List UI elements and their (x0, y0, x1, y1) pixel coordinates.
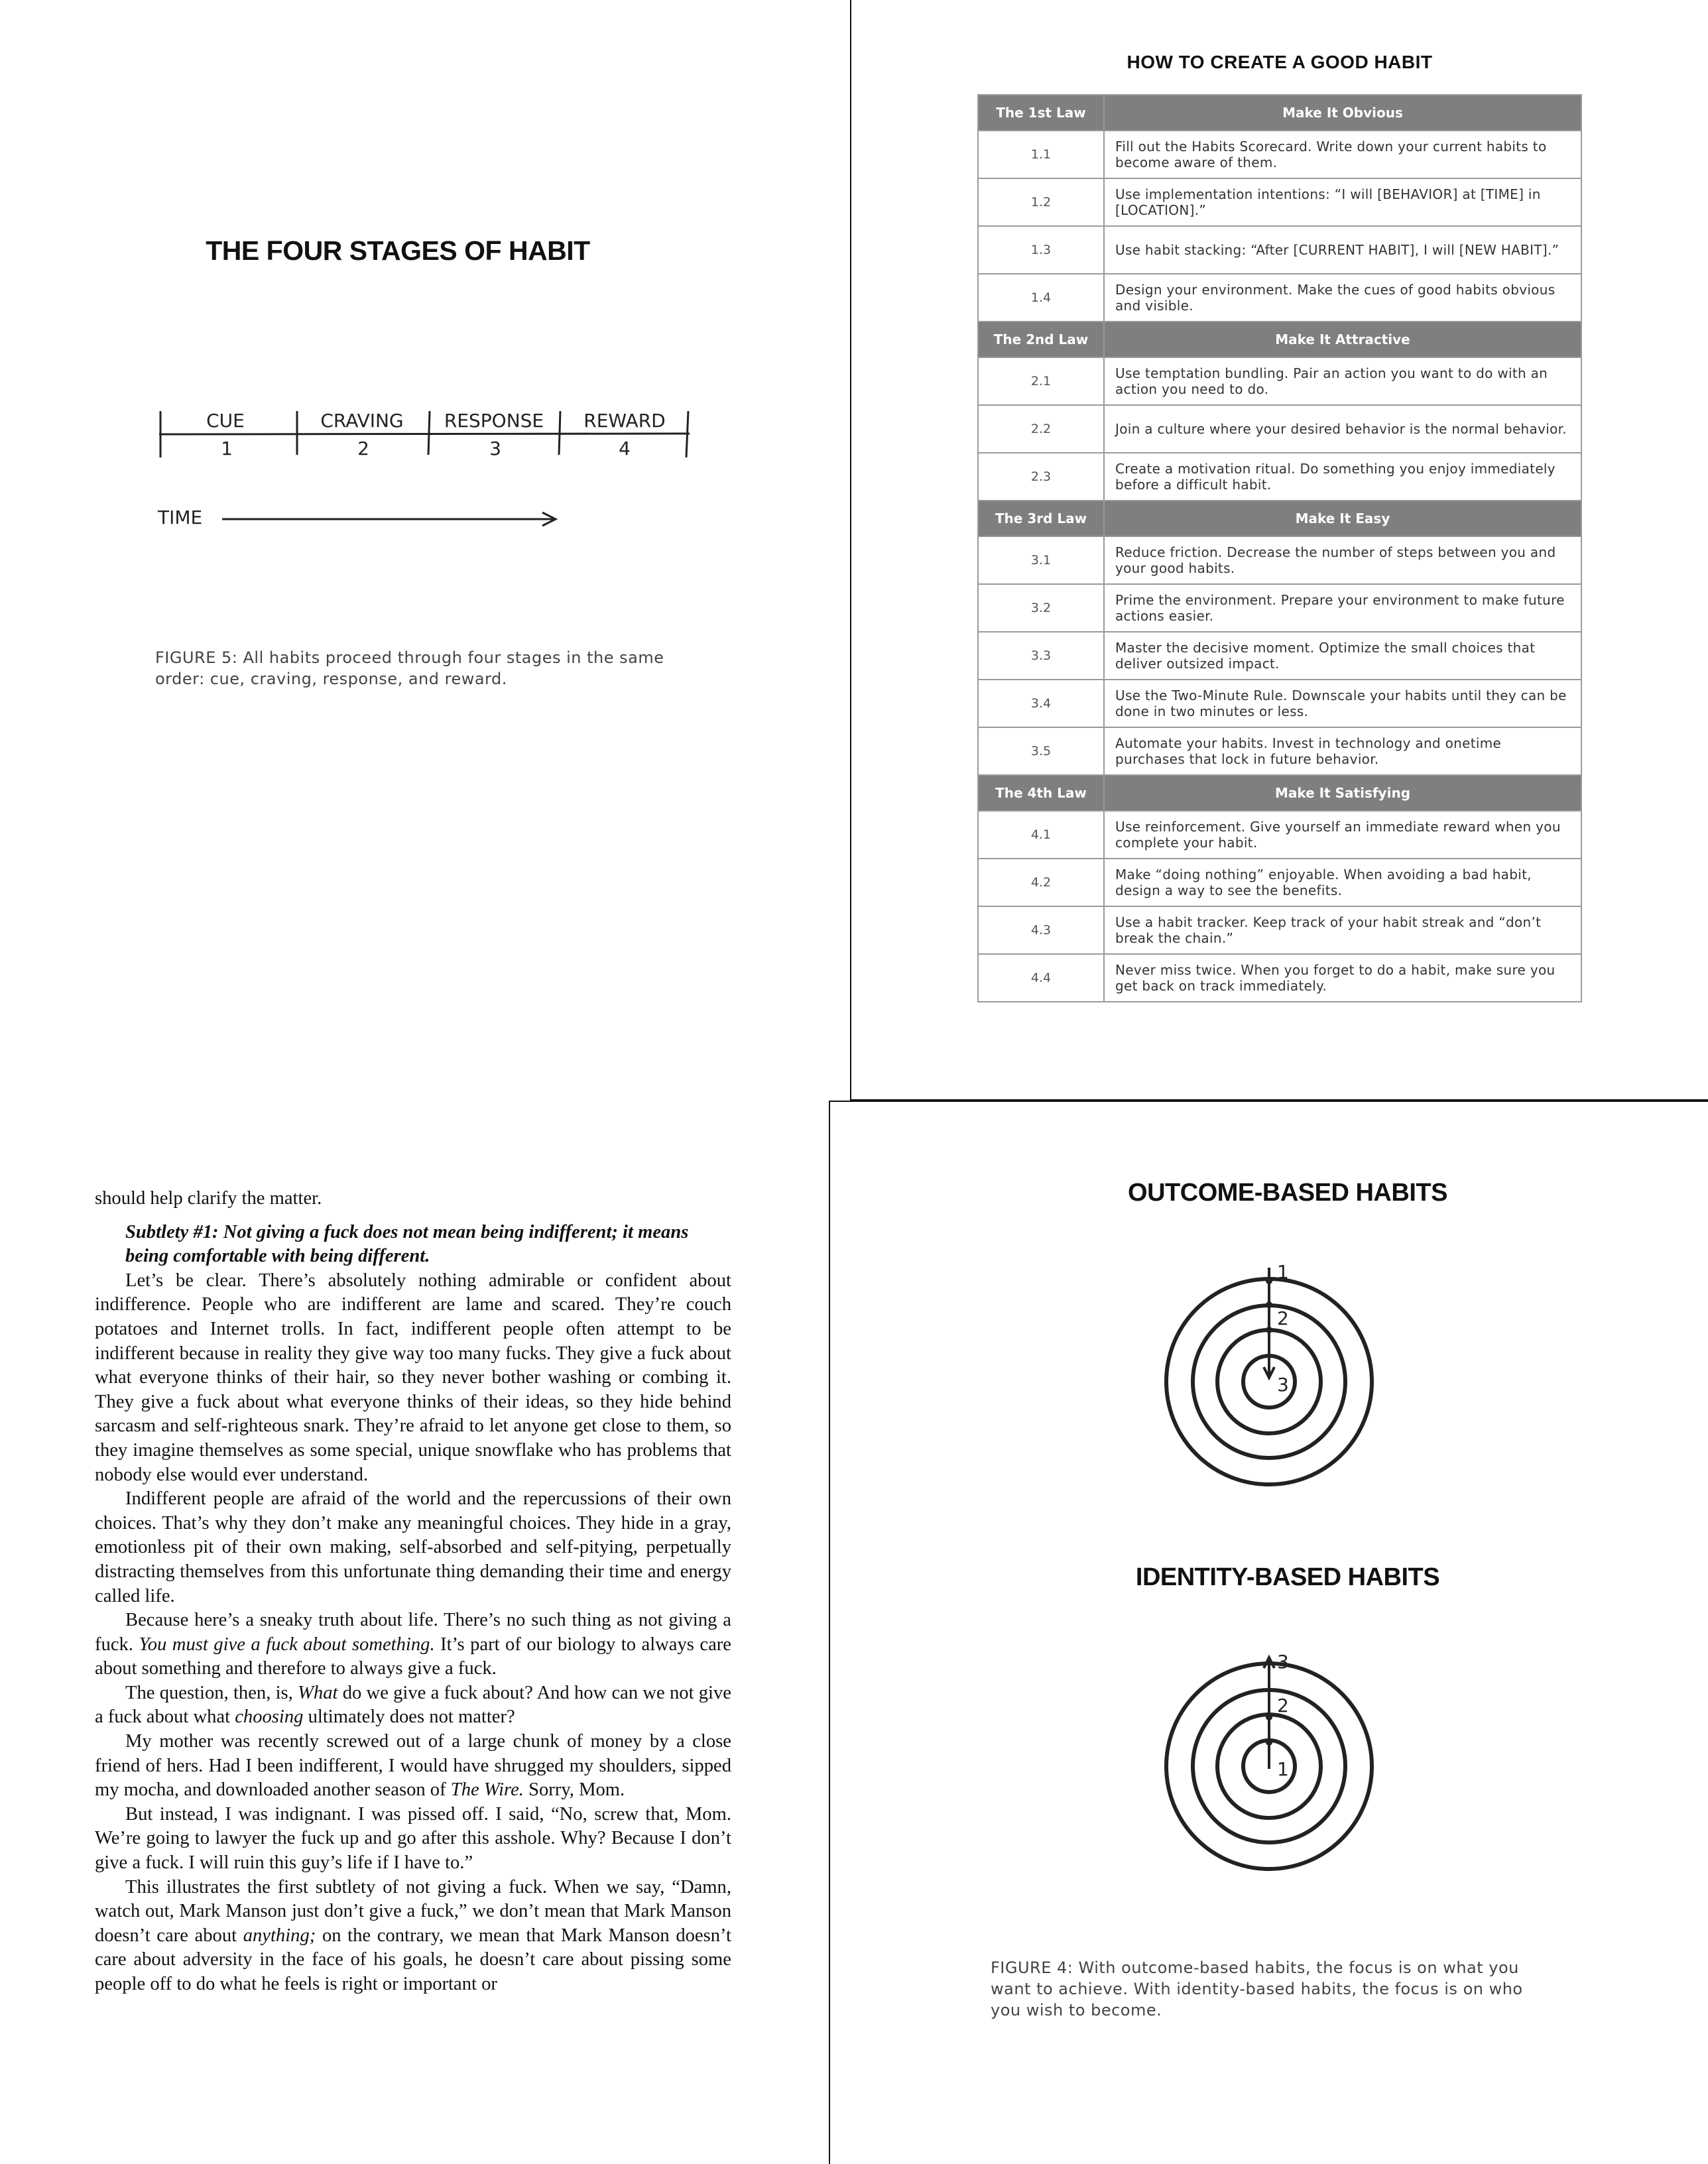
item-description: Use implementation intentions: “I will [BEHAVIOR] at [TIME] in [LOCATION].” (1104, 178, 1581, 226)
stage-number: 4 (619, 438, 631, 459)
item-number: 2.2 (978, 405, 1104, 453)
table-row (978, 405, 1581, 453)
habit-stages-page (0, 0, 850, 1101)
emphasis-text: choosing (235, 1707, 304, 1728)
law-principle: Make It Satisfying (1104, 775, 1581, 811)
identity-target-diagram (1162, 1646, 1387, 1871)
item-number: 1.4 (978, 274, 1104, 322)
paragraph: Let’s be clear. There’s absolutely nothing admirable or confident about indifference. People who are indifferent are lame and scared. They’re couch potatoes and Internet trolls. In fact, indifferent people often attempt to be indifferent because in reality they give way too many fucks. They give a fuck about what everyone thinks of their hair, so they never bother washing or combing it. They give a fuck about what everyone thinks of their ideas, so they hide behind sarcasm and self-righteous snark. They’re afraid to let anyone get close to them, so they imagine themselves as some special, unique snowflake who has problems that nobody else would ever understand. (95, 1270, 731, 1485)
stage-name: REWARD (583, 410, 666, 432)
law-name: The 3rd Law (978, 501, 1104, 536)
paragraph: should help clarify the matter. (95, 1188, 322, 1209)
good-habit-page (850, 0, 1708, 1101)
text-run: This illustrates the first subtlety of not giving a fuck. When we say, “Damn, watch out, Mark Manson just don’t give a fuck,” we don’t mean that Mark Manson doesn’t care about (95, 1876, 731, 1946)
table-row (978, 680, 1581, 727)
item-number: 4.2 (978, 859, 1104, 906)
stage-name: CRAVING (320, 410, 404, 432)
identity-title: IDENTITY-BASED HABITS (1135, 1563, 1440, 1591)
stage-divider (428, 411, 430, 455)
ring-label: 1 (1277, 1758, 1289, 1780)
item-description: Master the decisive moment. Optimize the small choices that deliver outsized impact. (1104, 632, 1581, 680)
table-row (978, 727, 1581, 775)
law-header-row (978, 95, 1581, 131)
emphasis-text: What (298, 1682, 338, 1703)
law-header-row (978, 501, 1581, 536)
item-description: Create a motivation ritual. Do something you enjoy immediately before a difficult habit. (1104, 453, 1581, 501)
ring-label: 3 (1277, 1651, 1289, 1673)
table-row (978, 859, 1581, 906)
emphasis-text: The Wire. (450, 1779, 524, 1801)
law-name: The 4th Law (978, 775, 1104, 811)
item-number: 3.1 (978, 536, 1104, 584)
table-row (978, 226, 1581, 274)
item-number: 3.2 (978, 584, 1104, 632)
item-description: Design your environment. Make the cues of good habits obvious and visible. (1104, 274, 1581, 322)
table-row (978, 632, 1581, 680)
item-number: 2.1 (978, 357, 1104, 405)
paragraph: But instead, I was indignant. I was pissed off. I said, “No, screw that, Mom. We’re going to lawyer the fuck up and go after this asshole. Why? Because I don’t give a fuck. I will ruin this guy’s life if I have to.” (95, 1803, 731, 1874)
table-row (978, 453, 1581, 501)
table-row (978, 274, 1581, 322)
stage-divider (686, 411, 688, 457)
item-description: Make “doing nothing” enjoyable. When avoiding a bad habit, design a way to see the benefits. (1104, 859, 1581, 906)
item-number: 1.2 (978, 178, 1104, 226)
page-title: THE FOUR STAGES OF HABIT (206, 235, 590, 266)
stage-number: 3 (489, 438, 501, 459)
item-description: Use temptation bundling. Pair an action you want to do with an action you need to do. (1104, 357, 1581, 405)
table-row (978, 811, 1581, 859)
text-run: Sorry, Mom. (528, 1779, 625, 1801)
outcome-title: OUTCOME-BASED HABITS (1128, 1179, 1447, 1207)
item-number: 4.4 (978, 954, 1104, 1002)
item-description: Join a culture where your desired behavior is the normal behavior. (1104, 405, 1581, 453)
table-row (978, 131, 1581, 178)
item-description: Use habit stacking: “After [CURRENT HABIT], I will [NEW HABIT].” (1104, 226, 1581, 274)
item-description: Never miss twice. When you forget to do a habit, make sure you get back on track immediately. (1104, 954, 1581, 1002)
item-number: 1.1 (978, 131, 1104, 178)
habit-stages-diagram (146, 391, 709, 544)
stage-number: 1 (221, 438, 233, 459)
law-header-row (978, 322, 1581, 357)
law-principle: Make It Attractive (1104, 322, 1581, 357)
habit-laws-table (977, 94, 1582, 1002)
text-run: on the contrary, we mean that Mark Manson doesn’t care about adversity in the face of his goals, he doesn’t care about pissing some people off to do what he feels is right or important or (95, 1925, 731, 1994)
ring-label: 3 (1277, 1374, 1289, 1396)
ring-label: 1 (1277, 1261, 1289, 1283)
law-name: The 1st Law (978, 95, 1104, 131)
item-number: 3.4 (978, 680, 1104, 727)
identity-habits-page (829, 1101, 1708, 2164)
figure-caption: FIGURE 4: With outcome-based habits, the focus is on what you want to achieve. With identity-based habits, the focus is on who you wish to become. (991, 1958, 1523, 2019)
item-number: 3.3 (978, 632, 1104, 680)
table-row (978, 584, 1581, 632)
item-description: Prime the environment. Prepare your environment to make future actions easier. (1104, 584, 1581, 632)
book-text-column (95, 1187, 731, 1997)
paragraph: Indifferent people are afraid of the world and the repercussions of their own choices. That’s why they don’t make any meaningful choices. They hide in a gray, emotionless pit of their own making, self-absorbed and self-pitying, perpetually distracting themselves from this unfortunate thing demanding their time and energy called life. (95, 1488, 731, 1606)
table-row (978, 906, 1581, 954)
item-number: 2.3 (978, 453, 1104, 501)
emphasis-text: You must give a fuck about something. (139, 1634, 435, 1655)
law-name: The 2nd Law (978, 322, 1104, 357)
paragraph (95, 1730, 731, 1803)
ring-label: 2 (1277, 1695, 1289, 1716)
ring-label: 2 (1277, 1307, 1289, 1329)
law-principle: Make It Obvious (1104, 95, 1581, 131)
outcome-target-diagram (1162, 1261, 1387, 1486)
law-header-row (978, 775, 1581, 811)
text-run: ultimately does not matter? (308, 1707, 515, 1728)
table-row (978, 357, 1581, 405)
item-description: Fill out the Habits Scorecard. Write down your current habits to become aware of them. (1104, 131, 1581, 178)
item-number: 4.1 (978, 811, 1104, 859)
text-run: do we give a fuck about? And how can we not give a fuck about what (95, 1682, 731, 1728)
text-run: My mother was recently screwed out of a large chunk of money by a close friend of hers. Had I been indifferent, I would have shrugged my shoulders, sipped my mocha, and downloaded another season of (95, 1731, 731, 1801)
item-description: Automate your habits. Invest in technology and onetime purchases that lock in future behavior. (1104, 727, 1581, 775)
item-description: Use the Two-Minute Rule. Downscale your habits until they can be done in two minutes or less. (1104, 680, 1581, 727)
table-row (978, 178, 1581, 226)
paragraph (95, 1681, 731, 1730)
book-text-page (0, 1101, 829, 2164)
text-run: It’s part of our biology to always care about something and therefore to always give a fuck. (95, 1634, 731, 1679)
emphasis-text: anything; (243, 1925, 316, 1946)
item-description: Reduce friction. Decrease the number of steps between you and your good habits. (1104, 536, 1581, 584)
item-description: Use reinforcement. Give yourself an immediate reward when you complete your habit. (1104, 811, 1581, 859)
table-row (978, 954, 1581, 1002)
paragraph (95, 1608, 731, 1681)
text-run: Because here’s a sneaky truth about life. There’s no such thing as not giving a fuck. (95, 1610, 731, 1655)
item-number: 3.5 (978, 727, 1104, 775)
figure-caption: FIGURE 5: All habits proceed through four stages in the same order: cue, craving, response, and reward. (155, 648, 664, 688)
stage-name: CUE (206, 410, 245, 432)
time-label: TIME (158, 507, 203, 528)
stage-divider (559, 411, 560, 455)
item-number: 4.3 (978, 906, 1104, 954)
subtlety-heading: Subtlety #1: Not giving a fuck does not mean being indifferent; it means being comfortable with being different. (125, 1221, 689, 1267)
stage-number: 2 (357, 438, 369, 459)
law-principle: Make It Easy (1104, 501, 1581, 536)
table-row (978, 536, 1581, 584)
paragraph (95, 1876, 731, 1997)
item-number: 1.3 (978, 226, 1104, 274)
page-title: HOW TO CREATE A GOOD HABIT (1127, 52, 1433, 72)
stage-name: RESPONSE (444, 410, 544, 432)
item-description: Use a habit tracker. Keep track of your habit streak and “don’t break the chain.” (1104, 906, 1581, 954)
text-run: The question, then, is, (125, 1682, 293, 1703)
